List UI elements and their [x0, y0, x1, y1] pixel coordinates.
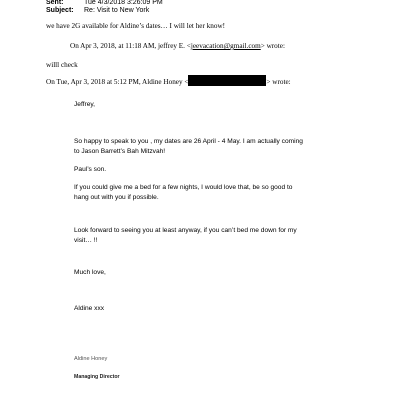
quote1-prefix: On Apr 3, 2018, at 11:18 AM, jeffrey E. <: [70, 42, 191, 50]
quote-header-jeffrey: [70, 42, 285, 51]
letter-para4-line1: Look forward to seeing you at least anyway, if you can’t bed me down for my: [74, 227, 297, 234]
reply-text: we have 2G available for Aldine’s dates… I will let her know!: [46, 22, 226, 30]
signature-title: Managing Director: [74, 374, 120, 380]
quote-header-aldine: [46, 75, 291, 87]
sent-label: Sent:: [46, 0, 64, 6]
redaction-box: [188, 75, 266, 86]
letter-para2: Paul’s son.: [74, 166, 107, 173]
quote2-suffix: > wrote:: [266, 78, 291, 86]
letter-para1-line1: So happy to speak to you , my dates are 26 April - 4 May. I am actually coming: [74, 138, 303, 145]
letter-para3-line1: If you could give me a bed for a few nights, I would love that, be so good to: [74, 184, 293, 191]
letter-signoff: Aldine xxx: [74, 305, 105, 312]
sent-value: Tue 4/3/2018 3:26:09 PM: [84, 0, 163, 6]
letter-greeting: Jeffrey,: [74, 101, 96, 108]
letter-para4-line2: visit… !!: [74, 237, 98, 244]
sent-row: [46, 0, 163, 7]
subject-value: Re: Visit to New York: [84, 7, 150, 14]
letter-para3-line2: hang out with you if possible.: [74, 194, 159, 201]
email-link[interactable]: jeevacation@gmail.com: [190, 42, 261, 50]
quote2-prefix: On Tue, Apr 3, 2018 at 5:12 PM, Aldine Honey <: [46, 78, 189, 86]
letter-para1-line2: to Jason Barrett’s Bah Mitzvah!: [74, 148, 166, 155]
quote1-suffix: > wrote:: [260, 42, 285, 50]
letter-closing: Much love,: [74, 269, 106, 276]
signature-name: Aldine Honey: [74, 356, 108, 362]
subject-row: [46, 7, 149, 15]
check-text: willl check: [46, 61, 78, 69]
subject-label: Subject:: [46, 7, 74, 14]
